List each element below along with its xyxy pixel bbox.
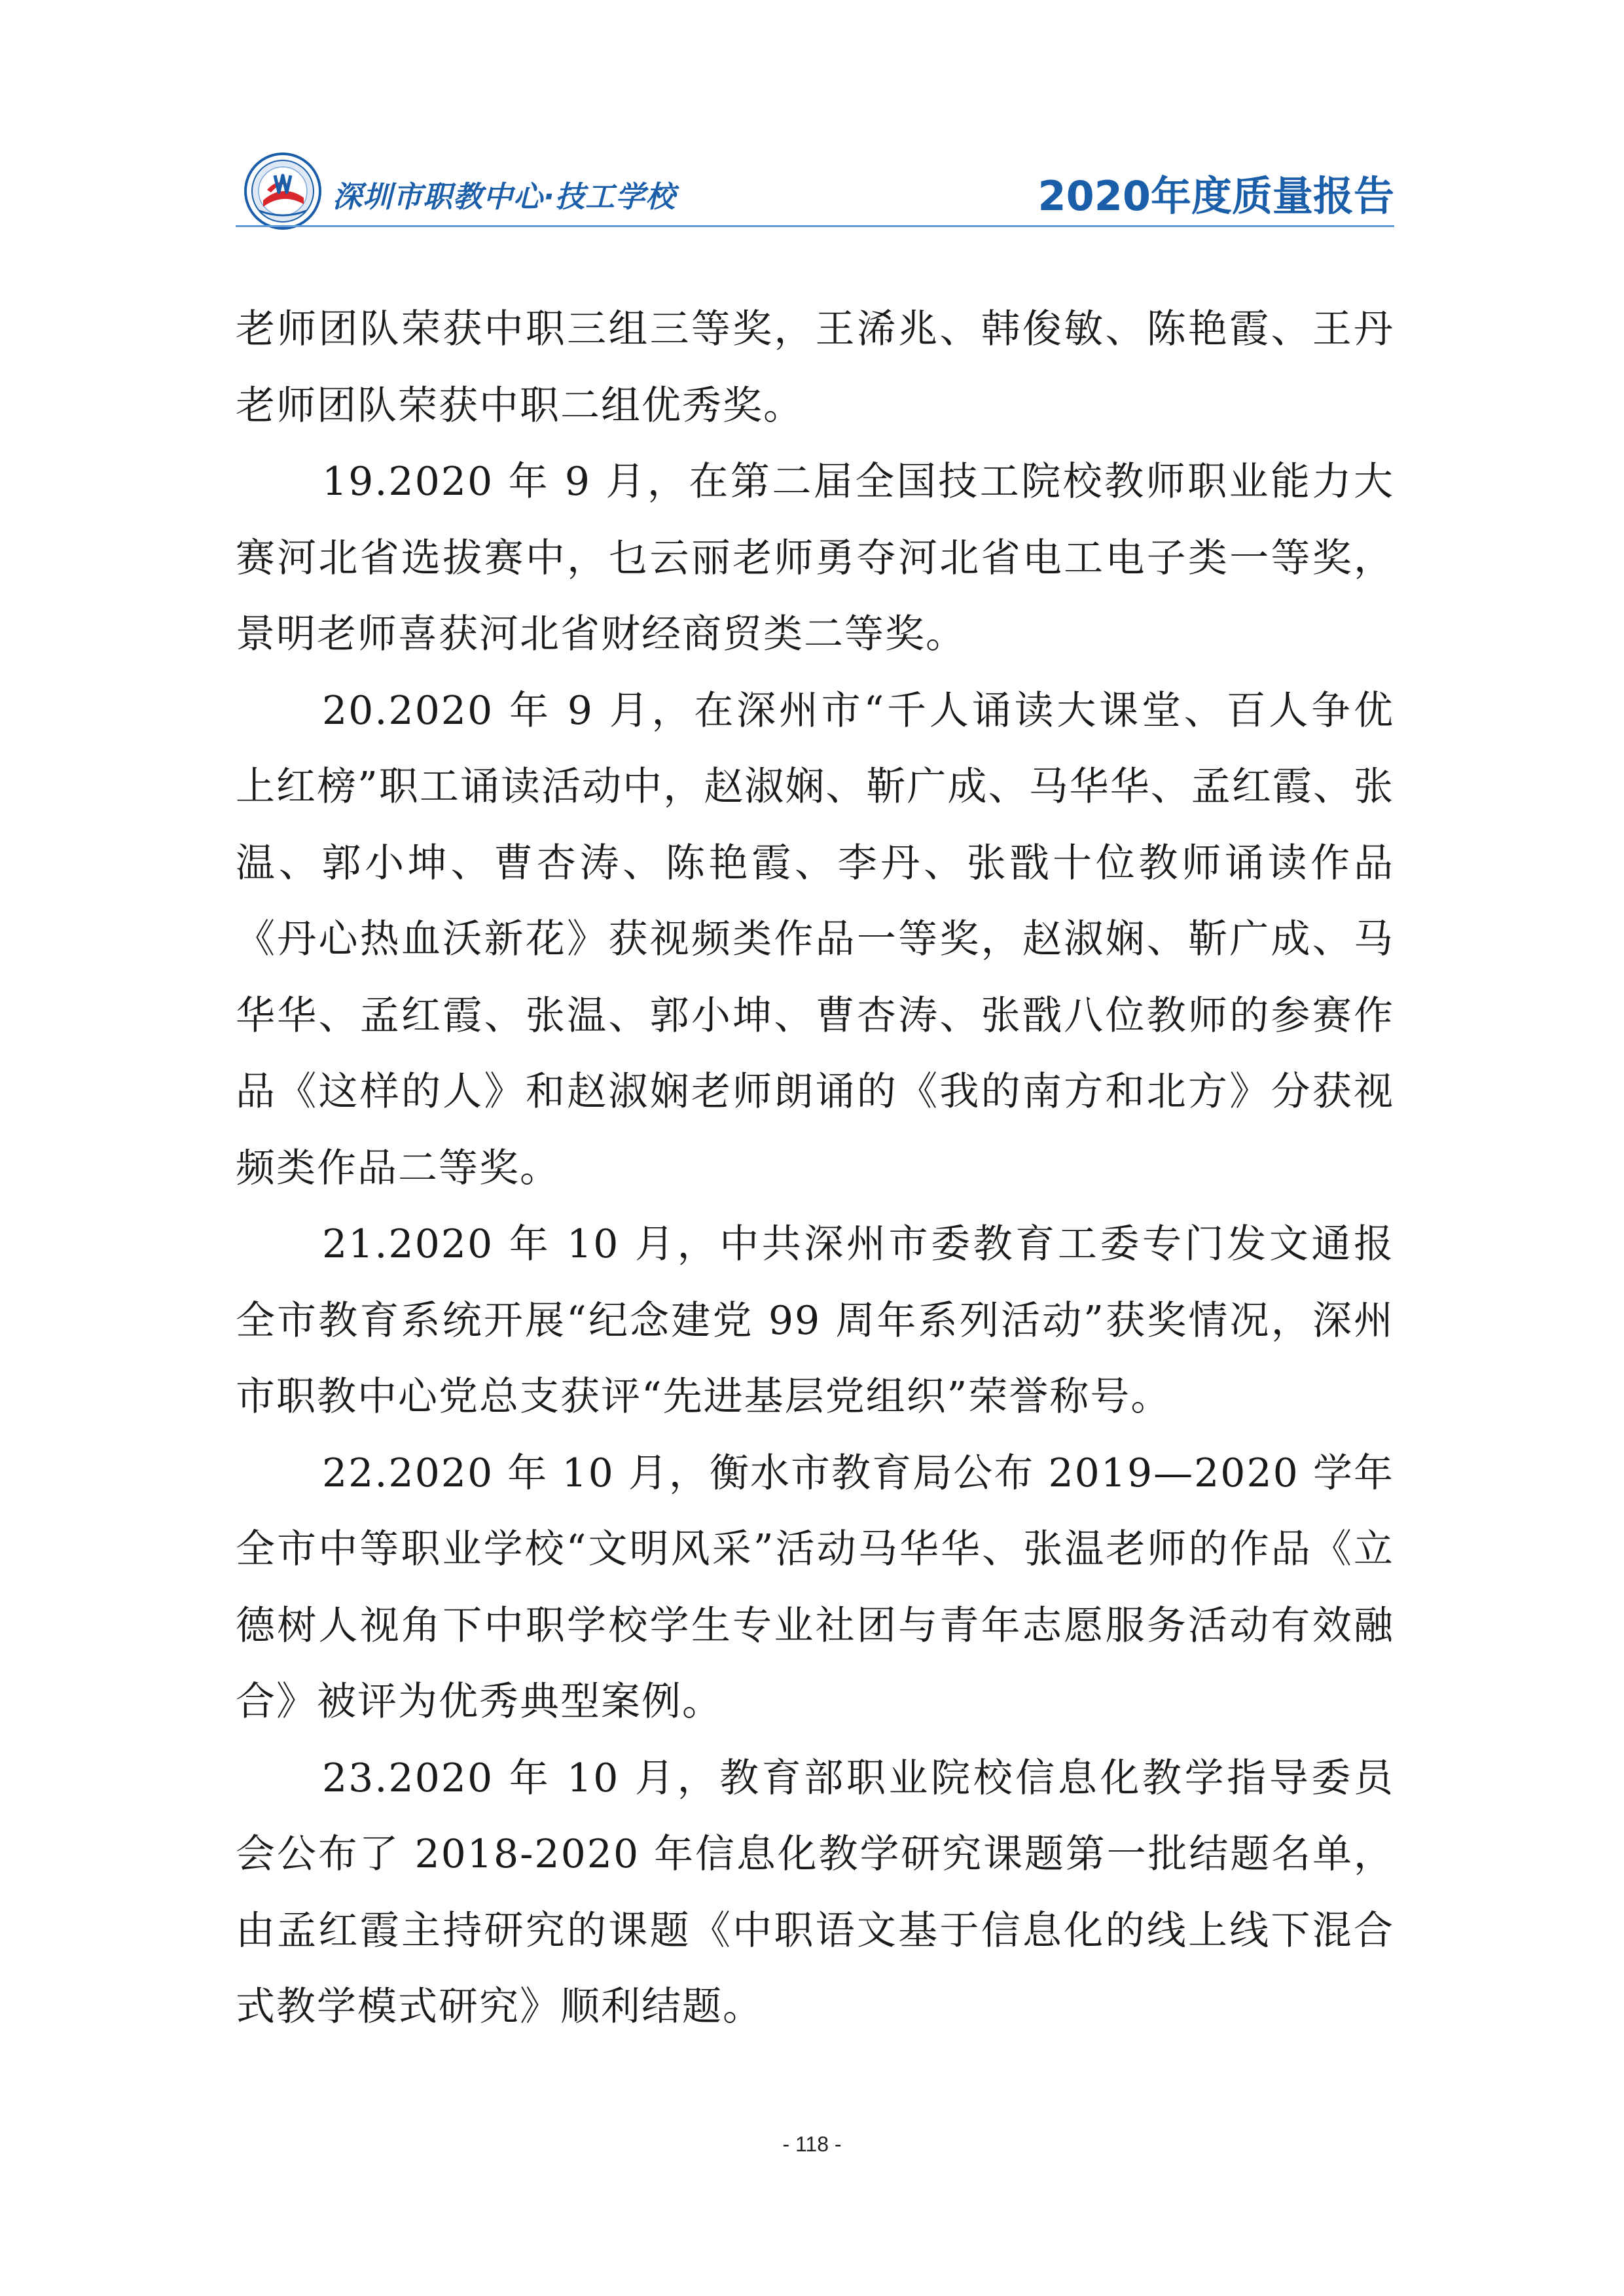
paragraph-item-21: 21.2020 年 10 月，中共深州市委教育工委专门发文通报全市教育系统开展“纪念建党 99 周年系列活动”获奖情况，深州市职教中心党总支获评“先进基层党组织”荣誉称号。 (236, 1221, 1394, 1420)
paragraph-item-22: 22.2020 年 10 月，衡水市教育局公布 2019—2020 学年全市中等职业学校“文明风采”活动马华华、张温老师的作品《立德树人视角下中职学校学生专业社团与青年志愿服务活动有效融合》被评为优秀典型案例。 (236, 1450, 1394, 1725)
page-number: - 118 - (782, 2132, 842, 2156)
school-name: 深圳市职教中心·技工学校 (333, 179, 676, 214)
school-emblem-icon (244, 152, 322, 230)
paragraph-item-19: 19.2020 年 9 月，在第二届全国技工院校教师职业能力大赛河北省选拔赛中，乜云丽老师勇夺河北省电工电子类一等奖，景明老师喜获河北省财经商贸类二等奖。 (236, 459, 1394, 657)
body-text (236, 291, 1394, 2045)
paragraph-item-23: 23.2020 年 10 月，教育部职业院校信息化教学指导委员会公布了 2018-2020 年信息化教学研究课题第一批结题名单，由孟红霞主持研究的课题《中职语文基于信息化的线上线下混合式教学模式研究》顺利结题。 (236, 1755, 1394, 2030)
paragraph-continuation: 老师团队荣获中职三组三等奖，王浠兆、韩俊敏、陈艳霞、王丹老师团队荣获中职二组优秀奖。 (236, 306, 1394, 429)
header-divider (236, 225, 1394, 227)
report-title: 2020年度质量报告 (1038, 172, 1394, 220)
paragraph-item-20: 20.2020 年 9 月，在深州市“千人诵读大课堂、百人争优上红榜”职工诵读活动中，赵淑娴、靳广成、马华华、孟红霞、张温、郭小坤、曹杏涛、陈艳霞、李丹、张戬十位教师诵读作品《丹心热血沃新花》获视频类作品一等奖，赵淑娴、靳广成、马华华、孟红霞、张温、郭小坤、曹杏涛、张戬八位教师的参赛作品《这样的人》和赵淑娴老师朗诵的《我的南方和北方》分获视频类作品二等奖。 (236, 687, 1394, 1191)
page-header (236, 144, 1394, 229)
